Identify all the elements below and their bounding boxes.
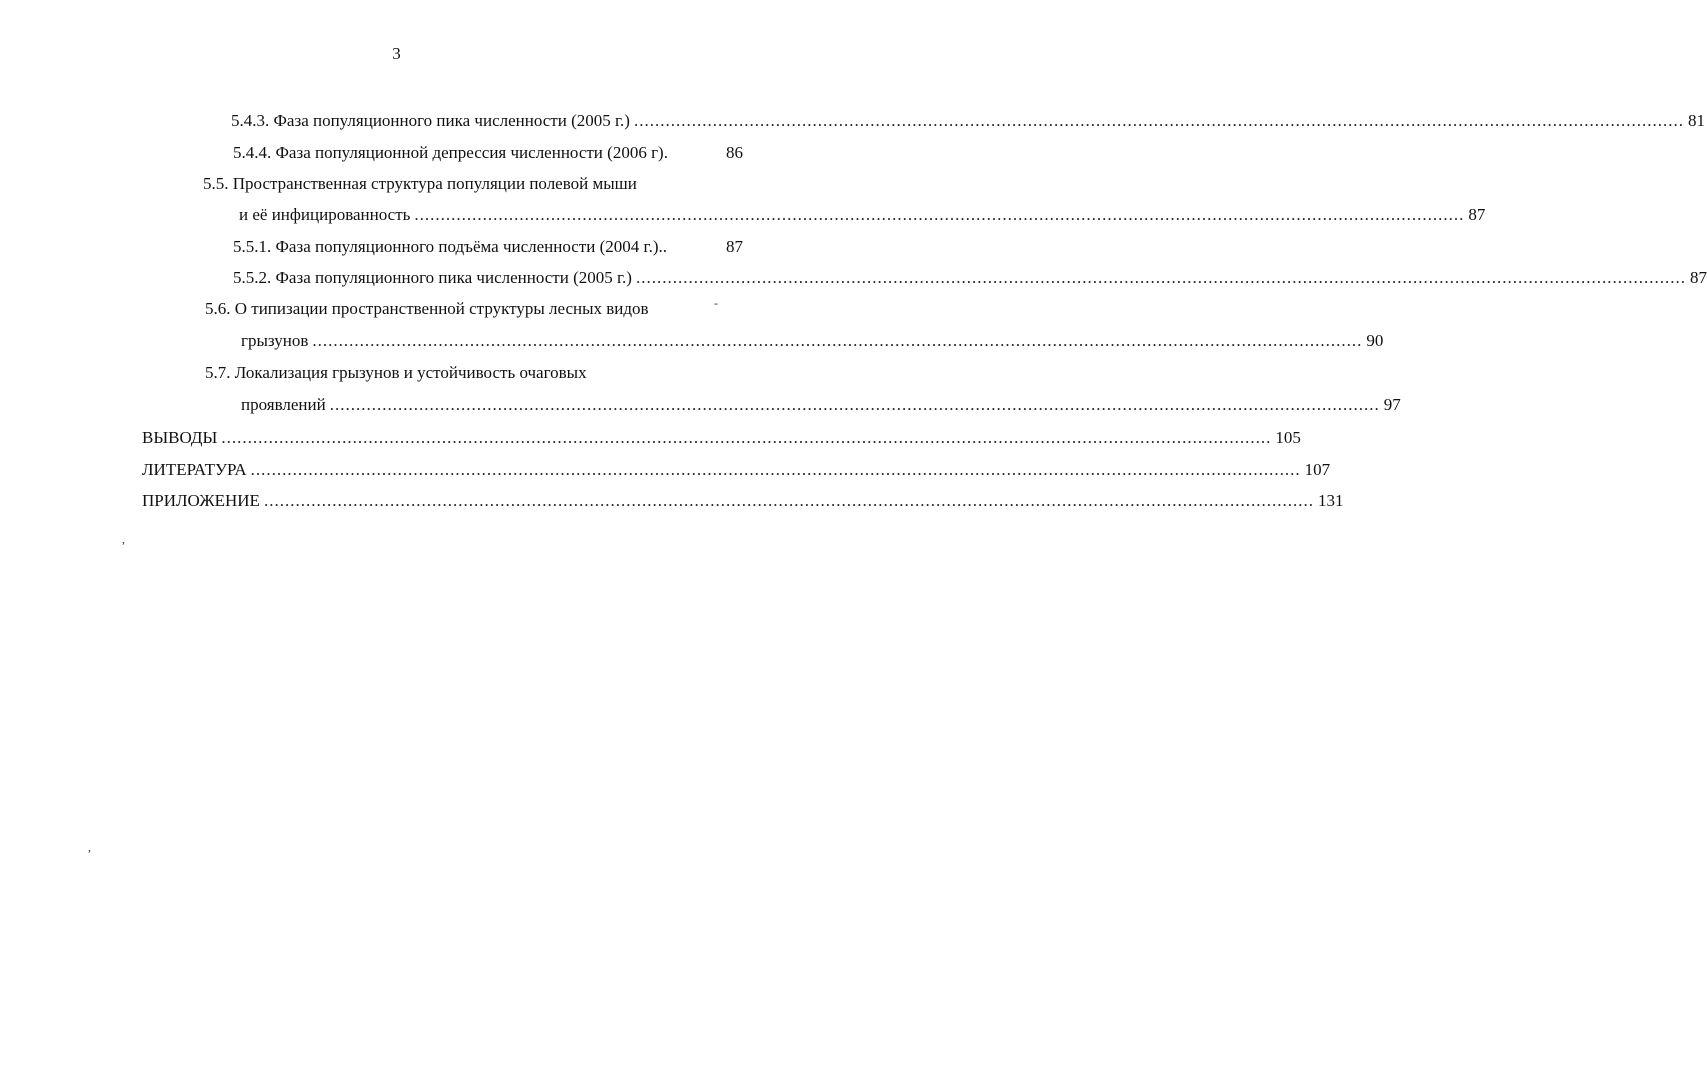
toc-entry-page: 87 (726, 237, 743, 256)
toc-entry-title: 5.7. Локализация грызунов и устойчивость очаговых (205, 363, 587, 382)
toc-entry[interactable] (142, 427, 1301, 449)
toc-entry-page: 105 (1275, 428, 1301, 447)
toc-entry[interactable] (205, 298, 743, 320)
scan-speck: , (122, 532, 125, 546)
toc-entry-page: 131 (1317, 491, 1344, 510)
toc-entry-continuation[interactable] (241, 330, 1384, 352)
toc-entry[interactable] (142, 459, 1331, 481)
toc-leader-dots (330, 394, 1380, 416)
toc-leader-dots (414, 204, 1464, 226)
toc-entry-title: и её инфицированность (239, 205, 411, 224)
scan-speck: - (714, 296, 718, 310)
toc-entry[interactable] (233, 142, 743, 164)
toc-entry-page: 97 (1383, 395, 1401, 414)
toc-entry[interactable] (231, 110, 1705, 132)
toc-leader-dots (221, 427, 1271, 449)
toc-leader-dots (264, 490, 1314, 512)
toc-entry-page: 81 (1687, 111, 1705, 130)
toc-entry-page: 87 (1468, 205, 1486, 224)
toc-entry[interactable] (205, 362, 743, 384)
toc-entry-title: грызунов (241, 331, 309, 350)
toc-entry-title: ПРИЛОЖЕНИЕ (142, 491, 260, 510)
toc-entry-title: ЛИТЕРАТУРА (142, 460, 247, 479)
toc-entry-title: проявлений (241, 395, 326, 414)
toc-leader-dots (636, 267, 1686, 289)
toc-entry-continuation[interactable] (239, 204, 1486, 226)
toc-leader-dots (251, 459, 1301, 481)
toc-entry-title: 5.5.1. Фаза популяционного подъёма численности (2004 г.).. (233, 237, 667, 256)
toc-entry-page: 90 (1366, 331, 1384, 350)
toc-entry-continuation[interactable] (241, 394, 1401, 416)
toc-entry-title: 5.4.4. Фаза популяционной депрессия численности (2006 г). (233, 143, 668, 162)
toc-entry[interactable] (233, 267, 1707, 289)
toc-entry-page: 107 (1304, 460, 1331, 479)
toc-leader-dots (312, 330, 1362, 352)
toc-entry-page: 87 (1689, 268, 1707, 287)
page-number: 3 (392, 44, 401, 63)
toc-entry-page: 86 (726, 143, 743, 162)
scan-speck: , (88, 840, 91, 854)
toc-entry[interactable] (233, 236, 743, 258)
toc-entry-title: 5.5. Пространственная структура популяции полевой мыши (203, 174, 637, 193)
toc-entry-title: 5.6. О типизации пространственной структуры лесных видов (205, 299, 649, 318)
toc-leader-dots (634, 110, 1684, 132)
toc-entry[interactable] (203, 173, 743, 195)
toc-entry-title: ВЫВОДЫ (142, 428, 218, 447)
toc-entry[interactable] (142, 490, 1344, 512)
toc-entry-title: 5.4.3. Фаза популяционного пика численности (2005 г.) (231, 111, 630, 130)
toc-entry-title: 5.5.2. Фаза популяционного пика численности (2005 г.) (233, 268, 632, 287)
